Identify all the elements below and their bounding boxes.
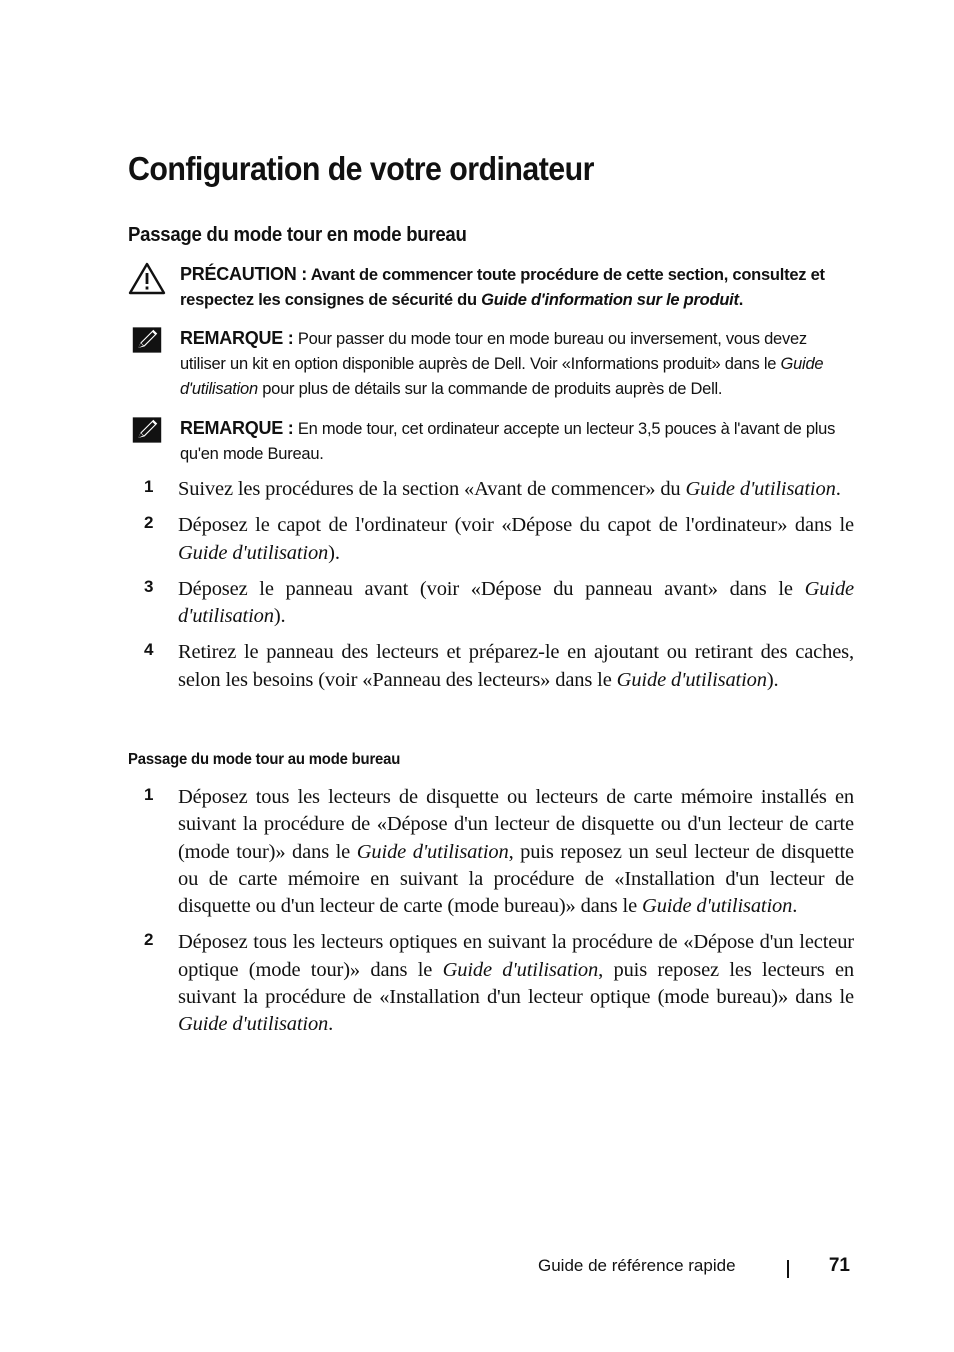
step-reference: Guide d'utilisation	[178, 1013, 329, 1036]
step-text-end: .	[328, 1013, 334, 1036]
step-reference: Guide d'utilisation	[356, 840, 509, 863]
subsection-heading: Passage du mode tour au mode bureau	[128, 751, 401, 768]
list-item	[128, 576, 854, 631]
page-footer	[538, 1256, 854, 1284]
steps-tower-to-desktop	[128, 476, 854, 703]
caution-notice	[128, 262, 854, 313]
step-text-end: ).	[273, 605, 286, 628]
step-text: Déposez tous les lecteurs optiques en suivant la procédure de «Dépose d'un lecteur optique (mode tour)» dans le	[178, 931, 854, 981]
note-text: En mode tour, cet ordinateur accepte un lecteur 3,5 pouces à l'avant de plus qu'en mode Bureau.	[180, 420, 836, 463]
caution-end: .	[738, 291, 744, 309]
step-text-end: .	[835, 478, 841, 500]
section-heading: Passage du mode tour en mode bureau	[128, 224, 467, 246]
list-item	[128, 476, 854, 503]
step-text: Déposez tous les lecteurs de disquette ou lecteurs de carte mémoire installés en suivant la procédure de «Dépose d'un lecteur de disquette ou d'un lecteur de carte (mode tour)» dans le	[178, 786, 854, 863]
step-text-end: ).	[328, 541, 340, 564]
note-text-end: pour plus de détails sur la commande de produits auprès de Dell.	[262, 380, 723, 398]
list-item	[128, 929, 854, 1038]
note-reference: Guide d'utilisation	[180, 355, 824, 398]
warning-icon	[128, 262, 166, 296]
step-text: , puis reposez les lecteurs en suivant la procédure de «Installation d'un lecteur optique (mode bureau)» dans le	[178, 958, 854, 1009]
note-kit	[128, 326, 854, 402]
note-pencil-icon	[132, 326, 162, 354]
step-number: 2	[144, 513, 154, 533]
list-item	[128, 512, 854, 567]
page-title: Configuration de votre ordinateur	[128, 150, 594, 187]
caution-text: Avant de commencer toute procédure de cette section, consultez et respectez les consignes de sécurité du	[180, 266, 825, 309]
note-label: REMARQUE :	[180, 418, 294, 438]
step-number: 1	[144, 785, 154, 804]
note-drive-bay	[128, 416, 854, 467]
note-pencil-icon	[132, 416, 162, 444]
caution-reference: Guide d'information sur le produit	[481, 291, 739, 309]
step-number: 3	[144, 576, 154, 596]
list-item	[128, 784, 854, 920]
step-reference: Guide d'utilisation	[642, 895, 793, 918]
step-text: Déposez le panneau avant (voir «Dépose du panneau avant» dans le	[178, 577, 793, 600]
step-reference: Guide d'utilisation	[442, 958, 599, 981]
step-reference: Guide d'utilisation	[616, 668, 767, 691]
list-item	[128, 639, 854, 694]
caution-label: PRÉCAUTION :	[180, 264, 307, 284]
step-text: Retirez le panneau des lecteurs et préparez-le en ajoutant ou retirant des caches, selon les besoins (voir «Panneau des lecteurs» dans le	[178, 641, 854, 691]
step-reference: Guide d'utilisation	[178, 577, 854, 628]
step-text-end: ).	[766, 668, 779, 691]
step-reference: Guide d'utilisation	[685, 478, 836, 500]
footer-divider	[787, 1260, 789, 1278]
page-number: 71	[828, 1255, 850, 1276]
step-number: 4	[144, 640, 154, 660]
step-text: , puis reposez un seul lecteur de disquette ou de carte mémoire en suivant la procédure de «Installation d'un lecteur de disquette ou d'un lecteur de carte (mode bureau)» dans le	[178, 840, 854, 918]
step-number: 2	[144, 930, 154, 950]
note-text: Pour passer du mode tour en mode bureau ou inversement, vous devez utiliser un kit en option disponible auprès de Dell. Voir «Informations produit» dans le	[180, 330, 807, 373]
step-text-end: .	[792, 895, 798, 918]
step-number: 1	[144, 477, 154, 496]
note-label: REMARQUE :	[180, 328, 294, 348]
step-reference: Guide d'utilisation	[178, 541, 329, 564]
step-text: Suivez les procédures de la section «Avant de commencer» du	[178, 478, 681, 500]
step-text: Déposez le capot de l'ordinateur (voir «Dépose du capot de l'ordinateur» dans le	[178, 514, 854, 537]
steps-tower-desktop-drives	[128, 784, 854, 1048]
footer-guide-title: Guide de référence rapide	[538, 1256, 736, 1275]
